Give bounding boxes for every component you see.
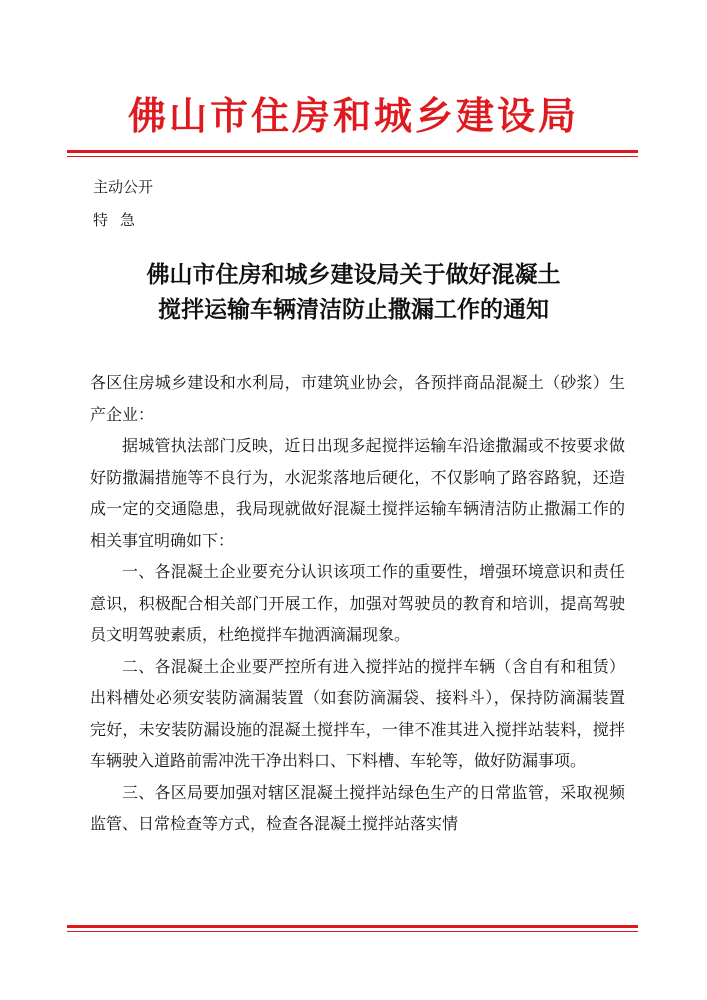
- header-red-rule-thin: [67, 156, 638, 157]
- document-title-line-2: 搅拌运输车辆清洁防止撒漏工作的通知: [158, 296, 549, 323]
- paragraph-item-1: 一、各混凝土企业要充分认识该项工作的重要性，增强环境意识和责任意识，积极配合相关部门开展工作，加强对驾驶员的教育和培训，提高驾驶员文明驾驶素质，杜绝搅拌车抛洒滴漏现象。: [90, 562, 625, 644]
- urgency-label: 特急: [93, 211, 148, 229]
- document-title-line-1: 佛山市住房和城乡建设局关于做好混凝土: [146, 261, 561, 288]
- agency-header-title: 佛山市住房和城乡建设局: [127, 94, 579, 138]
- disclosure-label: 主动公开: [93, 178, 154, 196]
- paragraph-item-3: 三、各区局要加强对辖区混凝土搅拌站绿色生产的日常监管，采取视频监管、日常检查等方式，检查各混凝土搅拌站落实情: [90, 782, 625, 833]
- footer-red-rule-thin: [67, 931, 638, 932]
- document-body: [90, 367, 625, 840]
- header-red-rule-thick: [67, 150, 638, 153]
- document-title: [0, 257, 707, 327]
- paragraph-intro: 据城管执法部门反映，近日出现多起搅拌运输车沿途撒漏或不按要求做好防撒漏措施等不良行为，水泥浆落地后硬化，不仅影响了路容路貌，还造成一定的交通隐患，我局现就做好混凝土搅拌运输车辆清洁防止撒漏工作的相关事宜明确如下：: [90, 436, 625, 550]
- paragraph-item-2: 二、各混凝土企业要严控所有进入搅拌站的搅拌车辆（含自有和租赁）出料槽处必须安装防滴漏装置（如套防滴漏袋、接料斗），保持防滴漏装置完好，未安装防漏设施的混凝土搅拌车，一律不准其进入搅拌站装料，搅拌车辆驶入道路前需冲洗干净出料口、下料槽、车轮等，做好防漏事项。: [90, 656, 625, 770]
- salutation: 各区住房城乡建设和水利局，市建筑业协会，各预拌商品混凝土（砂浆）生产企业：: [90, 373, 625, 424]
- footer-red-rule-thick: [67, 925, 638, 928]
